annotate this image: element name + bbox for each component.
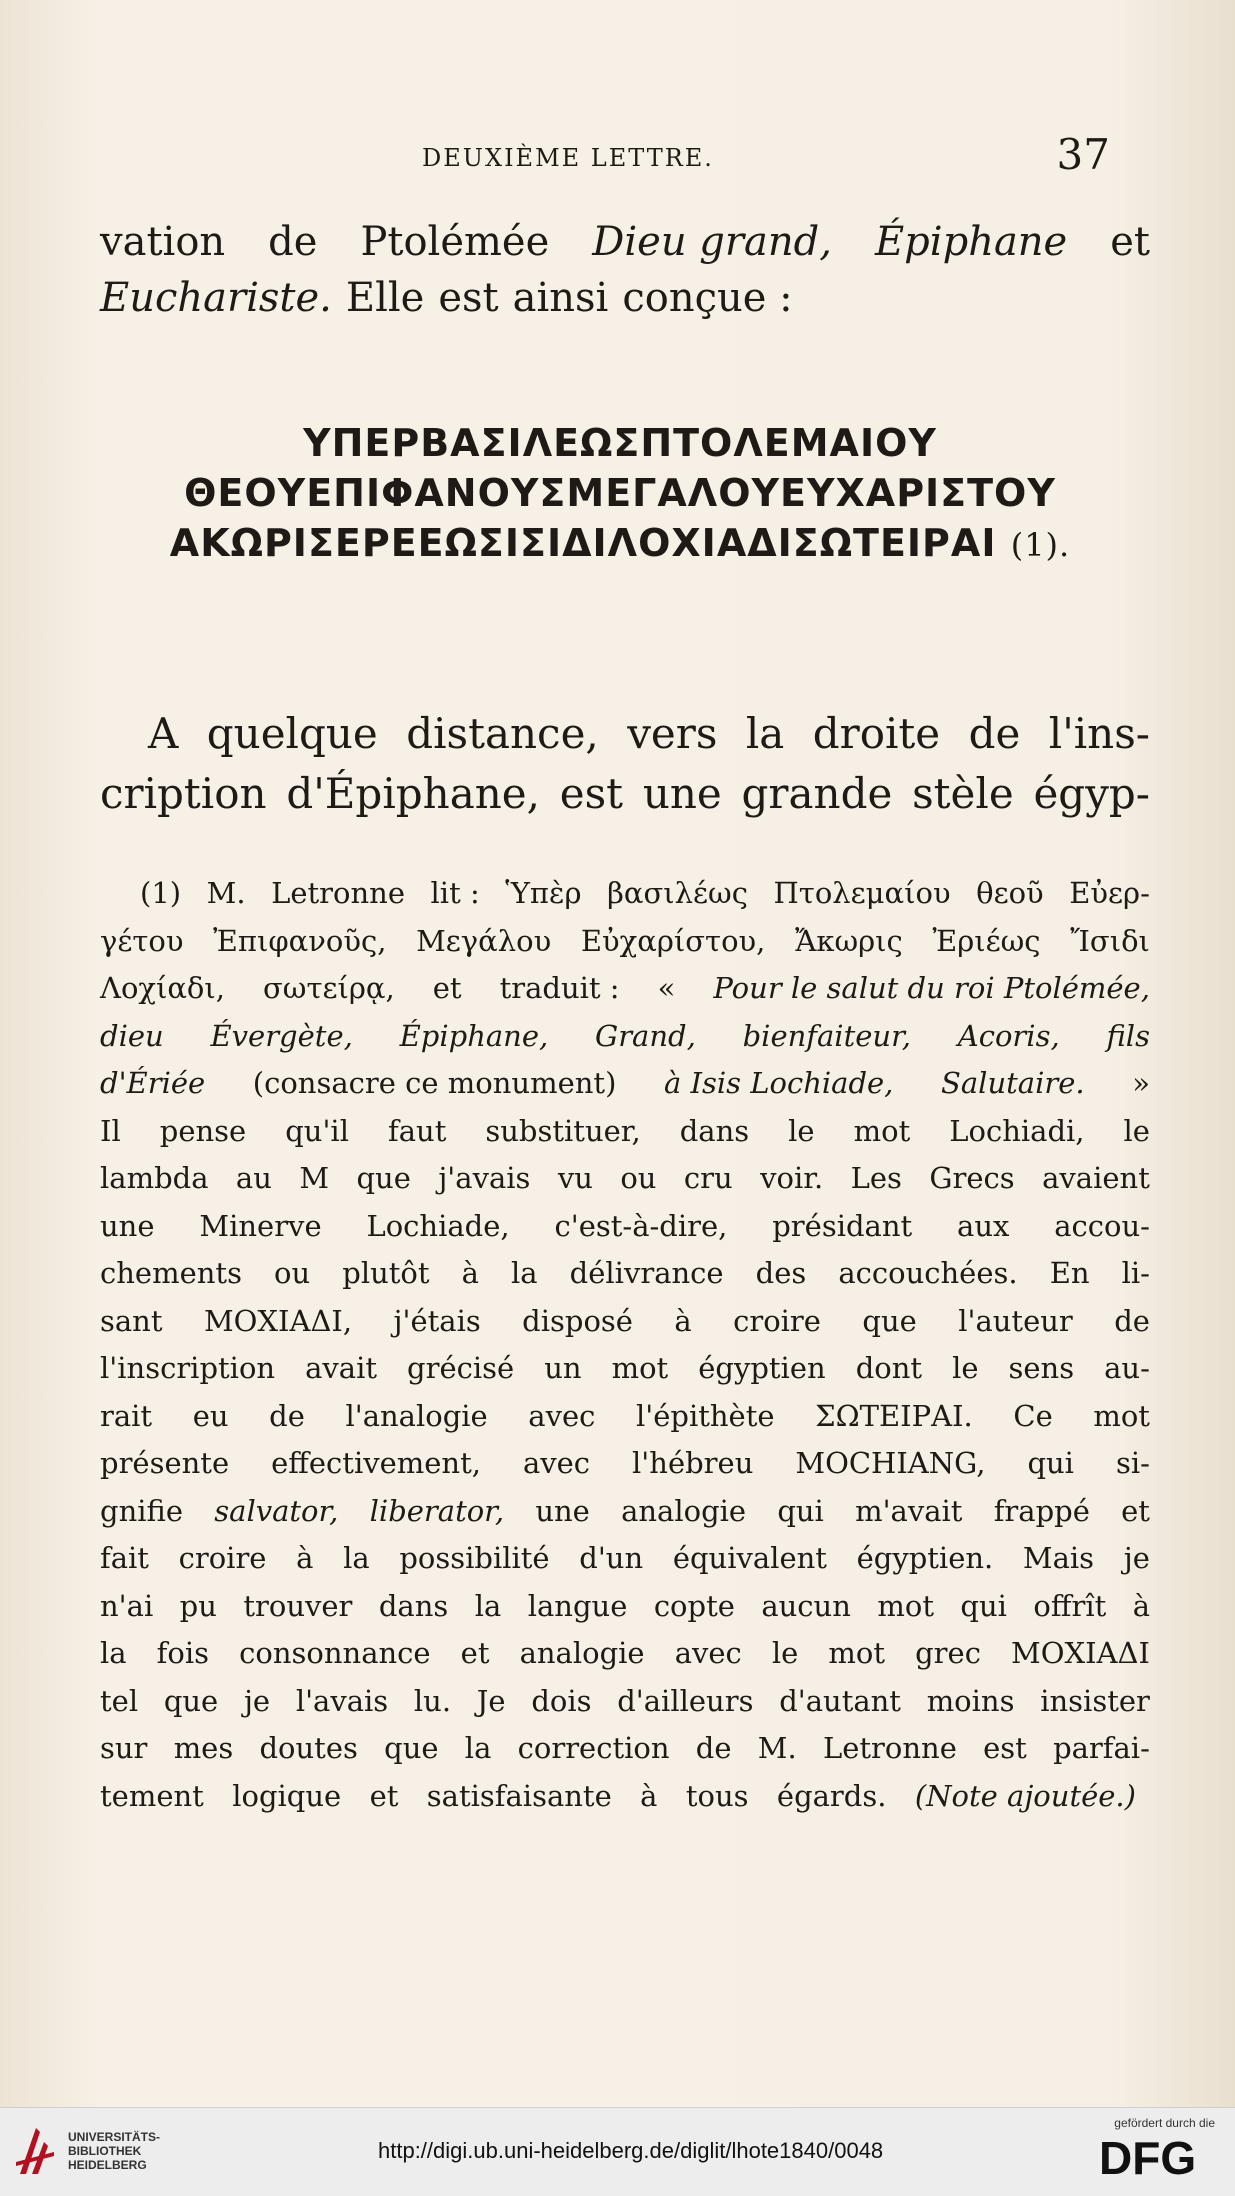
word: égards. bbox=[776, 1778, 887, 1813]
word: pense bbox=[159, 1113, 247, 1148]
word: que bbox=[384, 1731, 439, 1765]
word: En bbox=[1049, 1256, 1090, 1290]
word: satisfaisante bbox=[426, 1778, 612, 1813]
word: disposé bbox=[522, 1303, 633, 1338]
word: Je bbox=[476, 1683, 506, 1718]
word: avait bbox=[305, 1351, 378, 1385]
word: la bbox=[464, 1731, 492, 1765]
word: au- bbox=[1104, 1351, 1150, 1385]
text-line bbox=[100, 870, 1150, 918]
word: gnifie bbox=[100, 1493, 184, 1528]
word: rait bbox=[100, 1398, 153, 1433]
word: mot bbox=[828, 1636, 886, 1670]
word: égyptien. bbox=[856, 1541, 994, 1575]
word: lu. bbox=[413, 1683, 452, 1718]
word: (1) bbox=[140, 876, 182, 910]
word: vation bbox=[100, 219, 226, 265]
word: voir. bbox=[760, 1161, 824, 1195]
word: Letronne bbox=[271, 876, 405, 910]
word: ainsi bbox=[512, 275, 609, 321]
text-line bbox=[100, 214, 1150, 270]
word: d'Ériée bbox=[100, 1066, 206, 1100]
page-header bbox=[100, 130, 1110, 186]
university-library-logo-icon bbox=[14, 2122, 58, 2180]
text-line bbox=[100, 270, 1150, 326]
word: mot bbox=[1093, 1398, 1150, 1433]
word: Grecs bbox=[929, 1161, 1015, 1195]
word: mot bbox=[611, 1351, 669, 1385]
text-line bbox=[100, 1155, 1150, 1203]
word: une bbox=[535, 1493, 590, 1528]
word: σωτείρᾳ, bbox=[263, 971, 395, 1005]
word: mot bbox=[877, 1588, 934, 1623]
word: lit : bbox=[430, 876, 480, 910]
word: A bbox=[148, 709, 179, 758]
word: consonnance bbox=[239, 1636, 431, 1670]
text-line bbox=[100, 1345, 1150, 1393]
word: faut bbox=[388, 1113, 447, 1148]
word: Ptolémée bbox=[360, 219, 550, 265]
inscription-line: ΥΠΕΡΒΑΣΙΛΕΩΣΠΤΟΛΕΜΑΙΟΥ bbox=[303, 421, 937, 465]
word: grande bbox=[741, 769, 893, 818]
word: l'épithète bbox=[635, 1398, 775, 1433]
word: Acoris, bbox=[957, 1018, 1060, 1053]
word: à bbox=[640, 1778, 658, 1813]
word: parfai- bbox=[1053, 1731, 1150, 1765]
word: qui bbox=[777, 1493, 824, 1528]
word: possibilité bbox=[399, 1541, 550, 1575]
word: grécisé bbox=[407, 1351, 515, 1385]
word: langue bbox=[527, 1588, 628, 1623]
word: dans bbox=[378, 1588, 449, 1623]
word: fils bbox=[1106, 1018, 1150, 1053]
svg-text:DFG: DFG bbox=[1099, 2132, 1197, 2180]
word: croire bbox=[733, 1303, 821, 1338]
word: la bbox=[745, 709, 785, 758]
word: offrît bbox=[1033, 1588, 1107, 1623]
word: que bbox=[862, 1303, 917, 1338]
word: ou bbox=[620, 1161, 657, 1195]
text-line bbox=[100, 1013, 1150, 1061]
word: trouver bbox=[243, 1588, 353, 1623]
word: que bbox=[163, 1683, 219, 1718]
word: l'analogie bbox=[345, 1398, 488, 1433]
word: dieu bbox=[100, 1018, 164, 1053]
footnote-reference: (1). bbox=[1010, 526, 1071, 564]
word: et bbox=[1110, 219, 1150, 265]
text-line bbox=[100, 1250, 1150, 1298]
word: et bbox=[460, 1636, 490, 1670]
word: analogie bbox=[519, 1636, 645, 1670]
word: tel bbox=[100, 1683, 139, 1718]
word: Ce bbox=[1013, 1398, 1053, 1433]
word: dont bbox=[855, 1351, 923, 1385]
word: Les bbox=[850, 1161, 902, 1195]
page-number: 37 bbox=[1056, 130, 1110, 179]
word: le bbox=[771, 1636, 799, 1670]
word: est bbox=[983, 1731, 1027, 1765]
word: avec bbox=[528, 1398, 596, 1433]
word: MOCHIANG, bbox=[795, 1446, 986, 1480]
inscription-line-text: ΑΚΩΡΙΣΕΡΕΕΩΣΙΣΙΔΙΛΟΧΙΑΔΙΣΩΤΕΙΡΑΙ bbox=[169, 521, 997, 565]
word: je bbox=[243, 1683, 271, 1718]
word: salvator, bbox=[214, 1493, 339, 1528]
word: le bbox=[1123, 1113, 1150, 1148]
word: M. bbox=[757, 1731, 797, 1765]
word: Pour le salut du roi Ptolémée, bbox=[713, 971, 1150, 1005]
footnote bbox=[100, 870, 1150, 1820]
word: délivrance bbox=[569, 1256, 724, 1290]
word: ΣΩΤΕΙΡΑΙ. bbox=[815, 1398, 973, 1433]
word: Épiphane, bbox=[399, 1018, 549, 1053]
word: vu bbox=[557, 1161, 593, 1195]
word: vers bbox=[627, 709, 718, 758]
word: d'Épiphane, bbox=[286, 769, 540, 818]
word: Μεγάλου bbox=[416, 923, 552, 958]
word: accouchées. bbox=[838, 1256, 1018, 1290]
page-url[interactable]: http://digi.ub.uni-heidelberg.de/diglit/lhote1840/0048 bbox=[378, 2138, 884, 2163]
word: à Isis Lochiade, bbox=[664, 1066, 894, 1100]
word: » bbox=[1132, 1066, 1150, 1100]
word: βασιλέως bbox=[607, 876, 748, 910]
word: moins bbox=[926, 1683, 1015, 1718]
word: qu'il bbox=[285, 1113, 349, 1148]
word: et bbox=[1121, 1493, 1150, 1528]
word: la bbox=[474, 1588, 502, 1623]
word: traduit : bbox=[499, 971, 620, 1005]
word: équivalent bbox=[672, 1541, 827, 1575]
word: m'avait bbox=[855, 1493, 963, 1528]
word: tous bbox=[685, 1778, 749, 1813]
word: la bbox=[511, 1256, 538, 1290]
word: et bbox=[432, 971, 462, 1005]
paragraph-intro bbox=[100, 214, 1150, 326]
word: stèle bbox=[912, 769, 1014, 818]
word: accou- bbox=[1054, 1208, 1150, 1243]
word: (consacre ce monument) bbox=[252, 1066, 617, 1100]
word: Εὐχαρίστου, bbox=[580, 923, 766, 958]
word: dois bbox=[531, 1683, 592, 1718]
word: chements bbox=[100, 1256, 242, 1290]
word: « bbox=[657, 971, 676, 1005]
word: liberator, bbox=[369, 1493, 505, 1528]
word: Il bbox=[100, 1113, 121, 1148]
word: à bbox=[461, 1256, 479, 1290]
word: frappé bbox=[993, 1493, 1090, 1528]
text-line bbox=[100, 1108, 1150, 1156]
word: Ἐπιφανοῦς, bbox=[213, 923, 387, 958]
word: M bbox=[299, 1161, 330, 1195]
word: Λοχίαδι, bbox=[100, 971, 225, 1005]
word: d'ailleurs bbox=[617, 1683, 754, 1718]
word: (Note ajoutée.) bbox=[914, 1778, 1136, 1813]
word: Mais bbox=[1022, 1541, 1095, 1575]
word: j'étais bbox=[393, 1303, 481, 1338]
word: Lochiadi, bbox=[949, 1113, 1085, 1148]
word: d'autant bbox=[779, 1683, 901, 1718]
word: qui bbox=[960, 1588, 1007, 1623]
word: de bbox=[968, 709, 1021, 758]
viewer-footer bbox=[0, 2107, 1235, 2196]
word: mes bbox=[173, 1731, 234, 1765]
word: cription bbox=[100, 769, 267, 818]
word: un bbox=[544, 1351, 582, 1385]
text-line bbox=[100, 1488, 1150, 1536]
university-library-name: UNIVERSITÄTS- BIBLIOTHEK HEIDELBERG bbox=[68, 2130, 161, 2172]
running-title: DEUXIÈME LETTRE. bbox=[422, 144, 714, 172]
word: M. bbox=[206, 876, 246, 910]
word: Ἴσιδι bbox=[1070, 923, 1150, 958]
word: effectivement, bbox=[271, 1446, 481, 1480]
word: Épiphane bbox=[874, 219, 1068, 265]
word: la bbox=[343, 1541, 370, 1575]
word: Ὑπὲρ bbox=[505, 876, 582, 910]
word: Πτολεμαίου bbox=[773, 876, 951, 910]
word: θεοῦ bbox=[976, 876, 1044, 910]
word: copte bbox=[653, 1588, 735, 1623]
word: sens bbox=[1008, 1351, 1075, 1385]
word: l'avais bbox=[295, 1683, 389, 1718]
word: à bbox=[296, 1541, 314, 1575]
word: une bbox=[642, 769, 722, 818]
word: ΜΟΧΙΑΔΙ, bbox=[203, 1303, 353, 1338]
word: doutes bbox=[259, 1731, 358, 1765]
word: égyp- bbox=[1033, 769, 1150, 818]
word: Évergète, bbox=[210, 1018, 353, 1053]
word: je bbox=[1123, 1541, 1150, 1575]
word: fois bbox=[156, 1636, 210, 1670]
word: Minerve bbox=[199, 1208, 322, 1243]
word: au bbox=[235, 1161, 272, 1195]
word: quelque bbox=[206, 709, 378, 758]
word: Euchariste. bbox=[100, 275, 332, 321]
word: avaient bbox=[1042, 1161, 1150, 1195]
word: plutôt bbox=[342, 1256, 430, 1290]
word: mot bbox=[853, 1113, 911, 1148]
word: est bbox=[559, 769, 624, 818]
text-line bbox=[100, 918, 1150, 966]
word: bienfaiteur, bbox=[742, 1018, 911, 1053]
word: sur bbox=[100, 1731, 148, 1765]
word: distance, bbox=[406, 709, 599, 758]
word: n'ai bbox=[100, 1588, 154, 1623]
word: Εὐερ- bbox=[1069, 876, 1150, 910]
word: Lochiade, bbox=[366, 1208, 510, 1243]
word: grec bbox=[915, 1636, 981, 1670]
word: cru bbox=[683, 1161, 733, 1195]
word: Ἄκωρις bbox=[795, 923, 903, 958]
text-line bbox=[100, 1440, 1150, 1488]
word: présente bbox=[100, 1446, 230, 1480]
word: Dieu grand, bbox=[592, 219, 832, 265]
text-line bbox=[100, 1393, 1150, 1441]
word: l'auteur bbox=[958, 1303, 1073, 1338]
word: avec bbox=[522, 1446, 591, 1480]
word: c'est-à-dire, bbox=[554, 1208, 728, 1243]
word: à bbox=[1132, 1588, 1150, 1623]
word: γέτου bbox=[100, 923, 184, 958]
word: d'un bbox=[579, 1541, 644, 1575]
word: j'avais bbox=[438, 1161, 531, 1195]
word: tement bbox=[100, 1778, 204, 1813]
paragraph-stele bbox=[100, 704, 1150, 824]
dfg-logo-icon bbox=[1097, 2130, 1215, 2180]
word: droite bbox=[812, 709, 941, 758]
text-line bbox=[100, 1203, 1150, 1251]
word: Ἐριέως bbox=[932, 923, 1041, 958]
word: l'hébreu bbox=[632, 1446, 754, 1480]
word: à bbox=[674, 1303, 692, 1338]
word: égyptien bbox=[698, 1351, 826, 1385]
word: le bbox=[788, 1113, 815, 1148]
word: logique bbox=[232, 1778, 342, 1813]
word: une bbox=[100, 1208, 155, 1243]
text-line bbox=[100, 764, 1150, 824]
word: Elle bbox=[345, 275, 425, 321]
word: pu bbox=[179, 1588, 217, 1623]
text-line bbox=[100, 1583, 1150, 1631]
word: analogie bbox=[621, 1493, 747, 1528]
word: des bbox=[755, 1256, 807, 1290]
word: substituer, bbox=[485, 1113, 641, 1148]
word: et bbox=[369, 1778, 399, 1813]
word: li- bbox=[1121, 1256, 1150, 1290]
word: si- bbox=[1115, 1446, 1150, 1480]
inscription-line: ΘΕΟΥΕΠΙΦΑΝΟΥΣΜΕΓΑΛΟΥΕΥΧΑΡΙΣΤΟΥ bbox=[184, 471, 1056, 515]
word: Letronne bbox=[822, 1731, 957, 1765]
word: de bbox=[268, 219, 318, 265]
text-line bbox=[100, 1535, 1150, 1583]
word: aux bbox=[957, 1208, 1010, 1243]
word: sant bbox=[100, 1303, 163, 1338]
word: dans bbox=[679, 1113, 750, 1148]
greek-inscription bbox=[100, 418, 1140, 570]
word: est bbox=[438, 275, 499, 321]
text-line bbox=[100, 1298, 1150, 1346]
word: lambda bbox=[100, 1161, 209, 1195]
word: de bbox=[1114, 1303, 1150, 1338]
word: le bbox=[952, 1351, 979, 1385]
word: que bbox=[356, 1161, 411, 1195]
text-line bbox=[100, 1725, 1150, 1773]
word: croire bbox=[178, 1541, 267, 1575]
word: correction bbox=[517, 1731, 670, 1765]
word: fait bbox=[100, 1541, 149, 1575]
word: la bbox=[100, 1636, 127, 1670]
word: ΜΟΧΙΑΔΙ bbox=[1011, 1636, 1150, 1670]
word: de bbox=[695, 1731, 732, 1765]
text-line bbox=[100, 1060, 1150, 1108]
word: insister bbox=[1040, 1683, 1150, 1718]
word: l'inscription bbox=[100, 1351, 276, 1385]
word: avec bbox=[674, 1636, 742, 1670]
word: l'ins- bbox=[1048, 709, 1150, 758]
word: eu bbox=[192, 1398, 229, 1433]
funded-by-label: gefördert durch die bbox=[1114, 2116, 1215, 2130]
text-line bbox=[100, 1678, 1150, 1726]
word: ou bbox=[274, 1256, 311, 1290]
word: conçue : bbox=[622, 275, 793, 321]
inscription-line bbox=[100, 518, 1140, 570]
text-line bbox=[100, 1773, 1150, 1821]
word: qui bbox=[1027, 1446, 1074, 1480]
word: Salutaire. bbox=[941, 1066, 1085, 1100]
word: de bbox=[269, 1398, 305, 1433]
word: aucun bbox=[761, 1588, 851, 1623]
word: Grand, bbox=[595, 1018, 696, 1053]
text-line bbox=[100, 704, 1150, 764]
text-line bbox=[100, 1630, 1150, 1678]
text-line bbox=[100, 965, 1150, 1013]
word: présidant bbox=[772, 1208, 913, 1243]
